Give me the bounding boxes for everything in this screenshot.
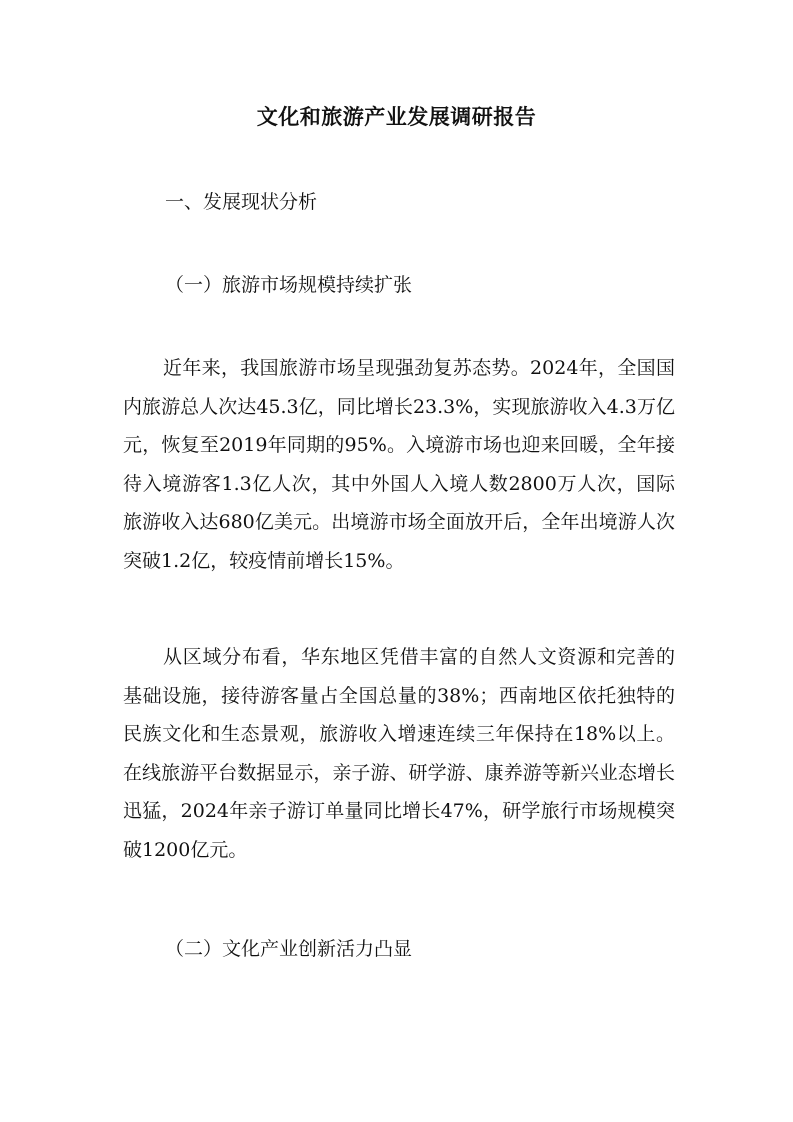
section-heading-development-status: 一、发展现状分析 xyxy=(165,191,318,213)
subsection-heading-tourism-market: （一）旅游市场规模持续扩张 xyxy=(165,274,413,296)
paragraph-regional-distribution: 从区域分布看，华东地区凭借丰富的自然人文资源和完善的基础设施，接待游客量占全国总量的38%；西南地区依托独特的民族文化和生态景观，旅游收入增速连续三年保持在18%以上。在线旅游平台数据显示，亲子游、研学游、康养游等新兴业态增长迅猛，2024年亲子游订单量同比增长47%，研学旅行市场规模突破1200亿元。 xyxy=(123,646,675,861)
document-title: 文化和旅游产业发展调研报告 xyxy=(256,104,537,129)
subsection-heading-cultural-industry: （二）文化产业创新活力凸显 xyxy=(165,938,413,960)
paragraph-tourism-recovery: 近年来，我国旅游市场呈现强劲复苏态势。2024年，全国国内旅游总人次达45.3亿，同比增长23.3%，实现旅游收入4.3万亿元，恢复至2019年同期的95%。入境游市场也迎来回暖，全年接待入境游客1.3亿人次，其中外国人入境人数2800万人次，国际旅游收入达680亿美元。出境游市场全面放开后，全年出境游人次突破1.2亿，较疫情前增长15%。 xyxy=(123,357,675,572)
